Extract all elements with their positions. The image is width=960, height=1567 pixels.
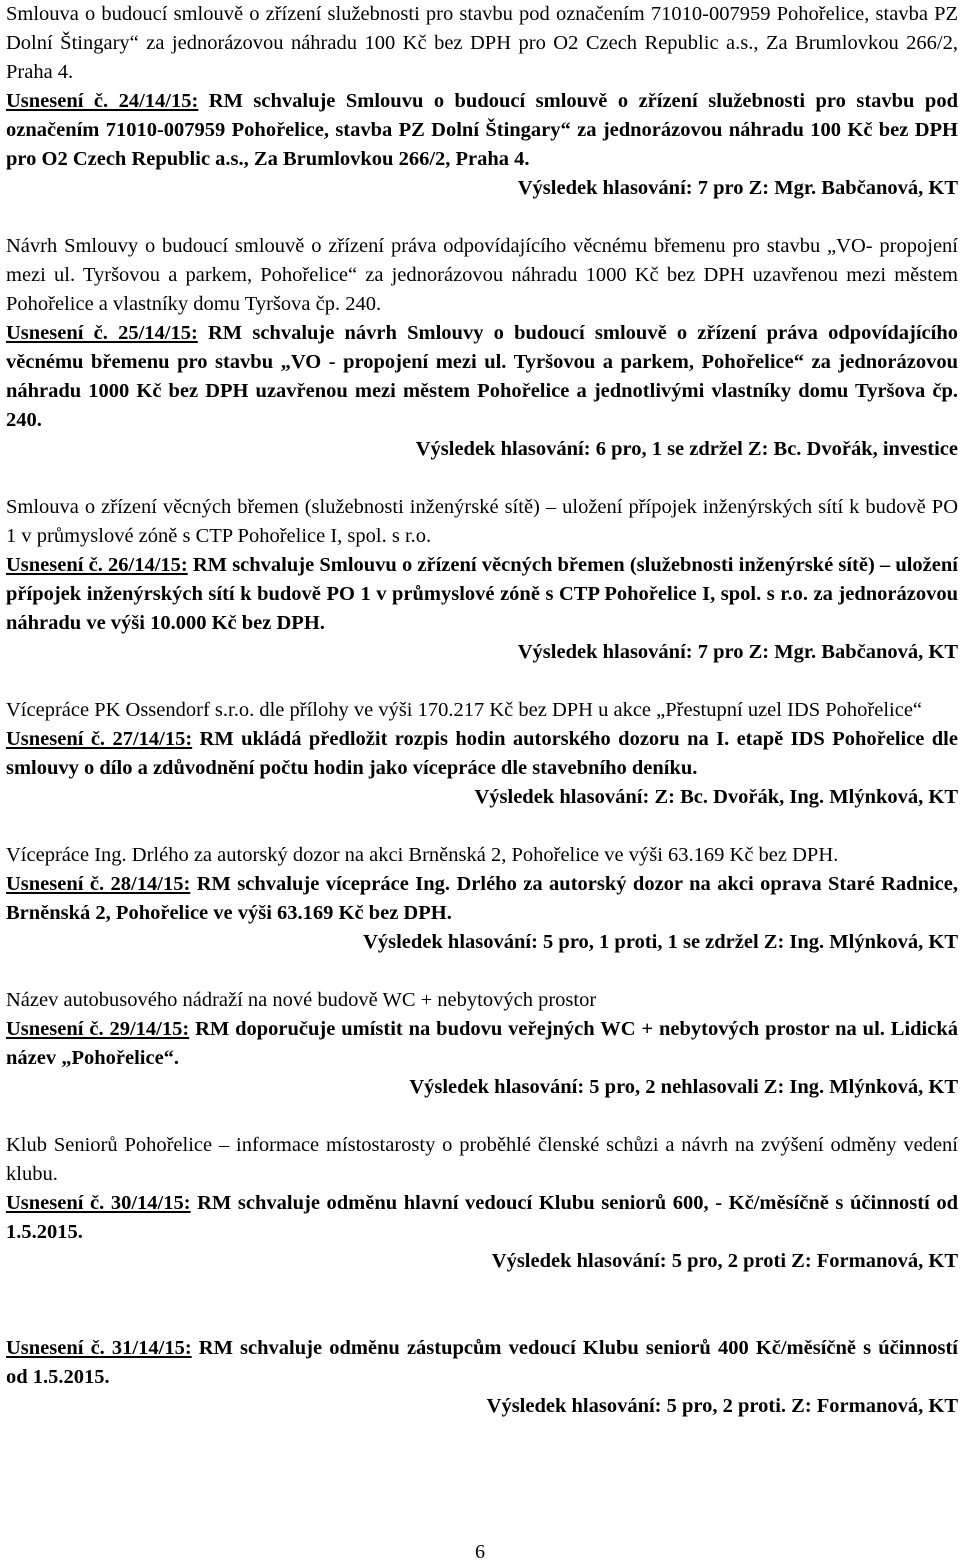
resolution-text: RM schvaluje vícepráce Ing. Drlého za autorský dozor na akci oprava Staré Radnice, Brněnská 2, Pohořelice ve výši 63.169 Kč bez DPH. (6, 873, 958, 924)
agenda-item-25 (6, 232, 958, 464)
agenda-item-27 (6, 696, 958, 812)
vote-result: Výsledek hlasování: 5 pro, 2 nehlasovali Z: Ing. Mlýnková, KT (409, 1076, 958, 1098)
resolution-number: Usnesení č. 31/14/15: (6, 1337, 192, 1359)
resolution-number: Usnesení č. 29/14/15: (6, 1018, 190, 1040)
vote-result: Výsledek hlasování: 5 pro, 2 proti. Z: Formanová, KT (486, 1395, 958, 1417)
resolution-number: Usnesení č. 24/14/15: (6, 90, 199, 112)
resolution (6, 1189, 958, 1247)
item-intro: Název autobusového nádraží na nové budově WC + nebytových prostor (6, 989, 597, 1011)
agenda-item-31 (6, 1334, 958, 1421)
resolution (6, 1015, 958, 1073)
resolution (6, 87, 958, 174)
vote-result: Výsledek hlasování: Z: Bc. Dvořák, Ing. Mlýnková, KT (474, 786, 958, 808)
vote-result: Výsledek hlasování: 6 pro, 1 se zdržel Z: Bc. Dvořák, investice (415, 438, 958, 460)
resolution-text: RM schvaluje Smlouvu o zřízení věcných břemen (služebnosti inženýrské sítě) – uložení přípojek inženýrských sítí k budově PO 1 v průmyslové zóně s CTP Pohořelice I, spol. s r.o. za jednorázovou náhradu ve výši 10.000 Kč bez DPH. (6, 554, 958, 634)
resolution (6, 1334, 958, 1392)
agenda-item-26 (6, 493, 958, 667)
resolution-text: RM doporučuje umístit na budovu veřejných WC + nebytových prostor na ul. Lidická název „Pohořelice“. (6, 1018, 958, 1069)
item-intro: Návrh Smlouvy o budoucí smlouvě o zřízení práva odpovídajícího věcnému břemenu pro stavbu „VO- propojení mezi ul. Tyršovou a parkem, Pohořelice“ za jednorázovou náhradu 1000 Kč bez DPH uzavřenou mezi městem Pohořelice a vlastníky domu Tyršova čp. 240. (6, 235, 958, 315)
resolution-number: Usnesení č. 26/14/15: (6, 554, 188, 576)
vote-result: Výsledek hlasování: 5 pro, 1 proti, 1 se zdržel Z: Ing. Mlýnková, KT (363, 931, 958, 953)
resolution-number: Usnesení č. 28/14/15: (6, 873, 191, 895)
item-intro: Smlouva o zřízení věcných břemen (služebnosti inženýrské sítě) – uložení přípojek inženýrských sítí k budově PO 1 v průmyslové zóně s CTP Pohořelice I, spol. s r.o. (6, 496, 958, 547)
resolution (6, 870, 958, 928)
vote-result: Výsledek hlasování: 7 pro Z: Mgr. Babčanová, KT (517, 177, 958, 199)
item-intro: Vícepráce Ing. Drlého za autorský dozor na akci Brněnská 2, Pohořelice ve výši 63.169 Kč bez DPH. (6, 844, 839, 866)
page-number: 6 (475, 1541, 485, 1563)
resolution-text: RM schvaluje návrh Smlouvy o budoucí smlouvě o zřízení práva odpovídajícího věcnému břemenu pro stavbu „VO - propojení mezi ul. Tyršovou a parkem, Pohořelice“ za jednorázovou náhradu 1000 Kč bez DPH uzavřenou mezi městem Pohořelice a jednotlivými vlastníky domu Tyršova čp. 240. (6, 322, 958, 431)
resolution (6, 551, 958, 638)
resolution-text: RM schvaluje Smlouvu o budoucí smlouvě o zřízení služebnosti pro stavbu pod označením 71010-007959 Pohořelice, stavba PZ Dolní Štingary“ za jednorázovou náhradu 100 Kč bez DPH pro O2 Czech Republic a.s., Za Brumlovkou 266/2, Praha 4. (6, 90, 958, 170)
resolution-text: RM ukládá předložit rozpis hodin autorského dozoru na I. etapě IDS Pohořelice dle smlouvy o dílo a zdůvodnění počtu hodin jako vícepráce dle stavebního deníku. (6, 728, 958, 779)
agenda-item-30 (6, 1131, 958, 1276)
resolution-text: RM schvaluje odměnu zástupcům vedoucí Klubu seniorů 400 Kč/měsíčně s účinností od 1.5.2015. (6, 1337, 958, 1388)
resolution-number: Usnesení č. 27/14/15: (6, 728, 193, 750)
resolution (6, 319, 958, 435)
item-intro: Vícepráce PK Ossendorf s.r.o. dle přílohy ve výši 170.217 Kč bez DPH u akce „Přestupní uzel IDS Pohořelice“ (6, 699, 923, 721)
resolution-text: RM schvaluje odměnu hlavní vedoucí Klubu seniorů 600, - Kč/měsíčně s účinností od 1.5.2015. (6, 1192, 958, 1243)
resolution-number: Usnesení č. 30/14/15: (6, 1192, 191, 1214)
vote-result: Výsledek hlasování: 5 pro, 2 proti Z: Formanová, KT (491, 1250, 958, 1272)
document-page (6, 0, 958, 1421)
item-intro: Smlouva o budoucí smlouvě o zřízení služebnosti pro stavbu pod označením 71010-007959 Pohořelice, stavba PZ Dolní Štingary“ za jednorázovou náhradu 100 Kč bez DPH pro O2 Czech Republic a.s., Za Brumlovkou 266/2, Praha 4. (6, 3, 958, 83)
vote-result: Výsledek hlasování: 7 pro Z: Mgr. Babčanová, KT (517, 641, 958, 663)
resolution (6, 725, 958, 783)
agenda-item-24 (6, 0, 958, 203)
item-intro: Klub Seniorů Pohořelice – informace místostarosty o proběhlé členské schůzi a návrh na zvýšení odměny vedení klubu. (6, 1134, 958, 1185)
agenda-item-29 (6, 986, 958, 1102)
resolution-number: Usnesení č. 25/14/15: (6, 322, 198, 344)
agenda-item-28 (6, 841, 958, 957)
